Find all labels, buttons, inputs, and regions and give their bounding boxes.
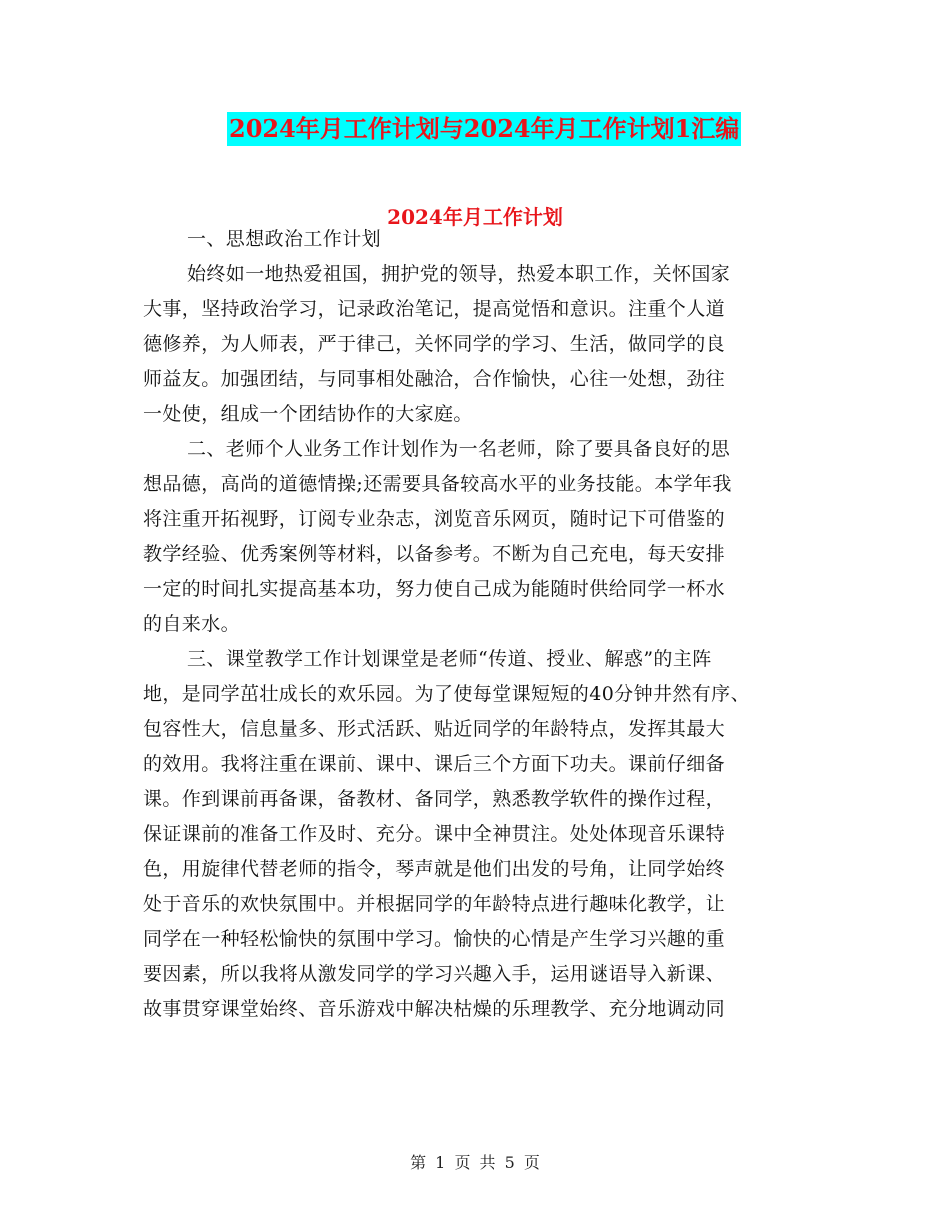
text-line: 将注重开拓视野，订阅专业杂志，浏览音乐网页，随时记下可借鉴的 — [143, 508, 726, 530]
text-line: 师益友。加强团结，与同事相处融洽，合作愉快，心往一处想，劲往 — [143, 368, 726, 390]
text-line: 一、思想政治工作计划 — [187, 228, 382, 250]
text-line: 一处使，组成一个团结协作的大家庭。 — [143, 403, 473, 425]
text-line: 故事贯穿课堂始终、音乐游戏中解决枯燥的乐理教学、充分地调动同 — [143, 998, 726, 1020]
text-line: 德修养，为人师表，严于律己，关怀同学的学习、生活，做同学的良 — [143, 333, 726, 355]
text-line: 教学经验、优秀案例等材料，以备参考。不断为自己充电，每天安排 — [143, 543, 726, 565]
text-line: 始终如一地热爱祖国，拥护党的领导，热爱本职工作，关怀国家 — [187, 263, 731, 285]
text-line: 地，是同学茁壮成长的欢乐园。为了使每堂课短短的40分钟井然有序、 — [143, 683, 750, 705]
text-line: 想品德，高尚的道德情操;还需要具备较高水平的业务技能。本学年我 — [143, 473, 732, 495]
text-line: 课。作到课前再备课，备教材、备同学，熟悉教学软件的操作过程， — [143, 788, 726, 810]
text-line: 的自来水。 — [143, 613, 241, 635]
document-body — [143, 222, 803, 1027]
text-line: 二、老师个人业务工作计划作为一名老师，除了要具备良好的思 — [187, 438, 731, 460]
section-title: 2024年月工作计划 — [387, 205, 563, 229]
text-line: 色，用旋律代替老师的指令，琴声就是他们出发的号角，让同学始终 — [143, 858, 726, 880]
text-line: 同学在一种轻松愉快的氛围中学习。愉快的心情是产生学习兴趣的重 — [143, 928, 726, 950]
text-line: 一定的时间扎实提高基本功，努力使自己成为能随时供给同学一杯水 — [143, 578, 726, 600]
text-line: 处于音乐的欢快氛围中。并根据同学的年龄特点进行趣味化教学，让 — [143, 893, 726, 915]
text-line: 保证课前的准备工作及时、充分。课中全神贯注。处处体现音乐课特 — [143, 823, 726, 845]
text-line: 大事，坚持政治学习，记录政治笔记，提高觉悟和意识。注重个人道 — [143, 298, 726, 320]
document-title: 2024年月工作计划与2024年月工作计划1汇编 — [227, 112, 741, 146]
text-line: 三、课堂教学工作计划课堂是老师“传道、授业、解惑”的主阵 — [187, 648, 712, 670]
text-line: 包容性大，信息量多、形式活跃、贴近同学的年龄特点，发挥其最大 — [143, 718, 726, 740]
page-footer: 第 1 页 共 5 页 — [410, 1153, 540, 1172]
text-line: 的效用。我将注重在课前、课中、课后三个方面下功夫。课前仔细备 — [143, 753, 726, 775]
text-line: 要因素，所以我将从激发同学的学习兴趣入手，运用谜语导入新课、 — [143, 963, 726, 985]
